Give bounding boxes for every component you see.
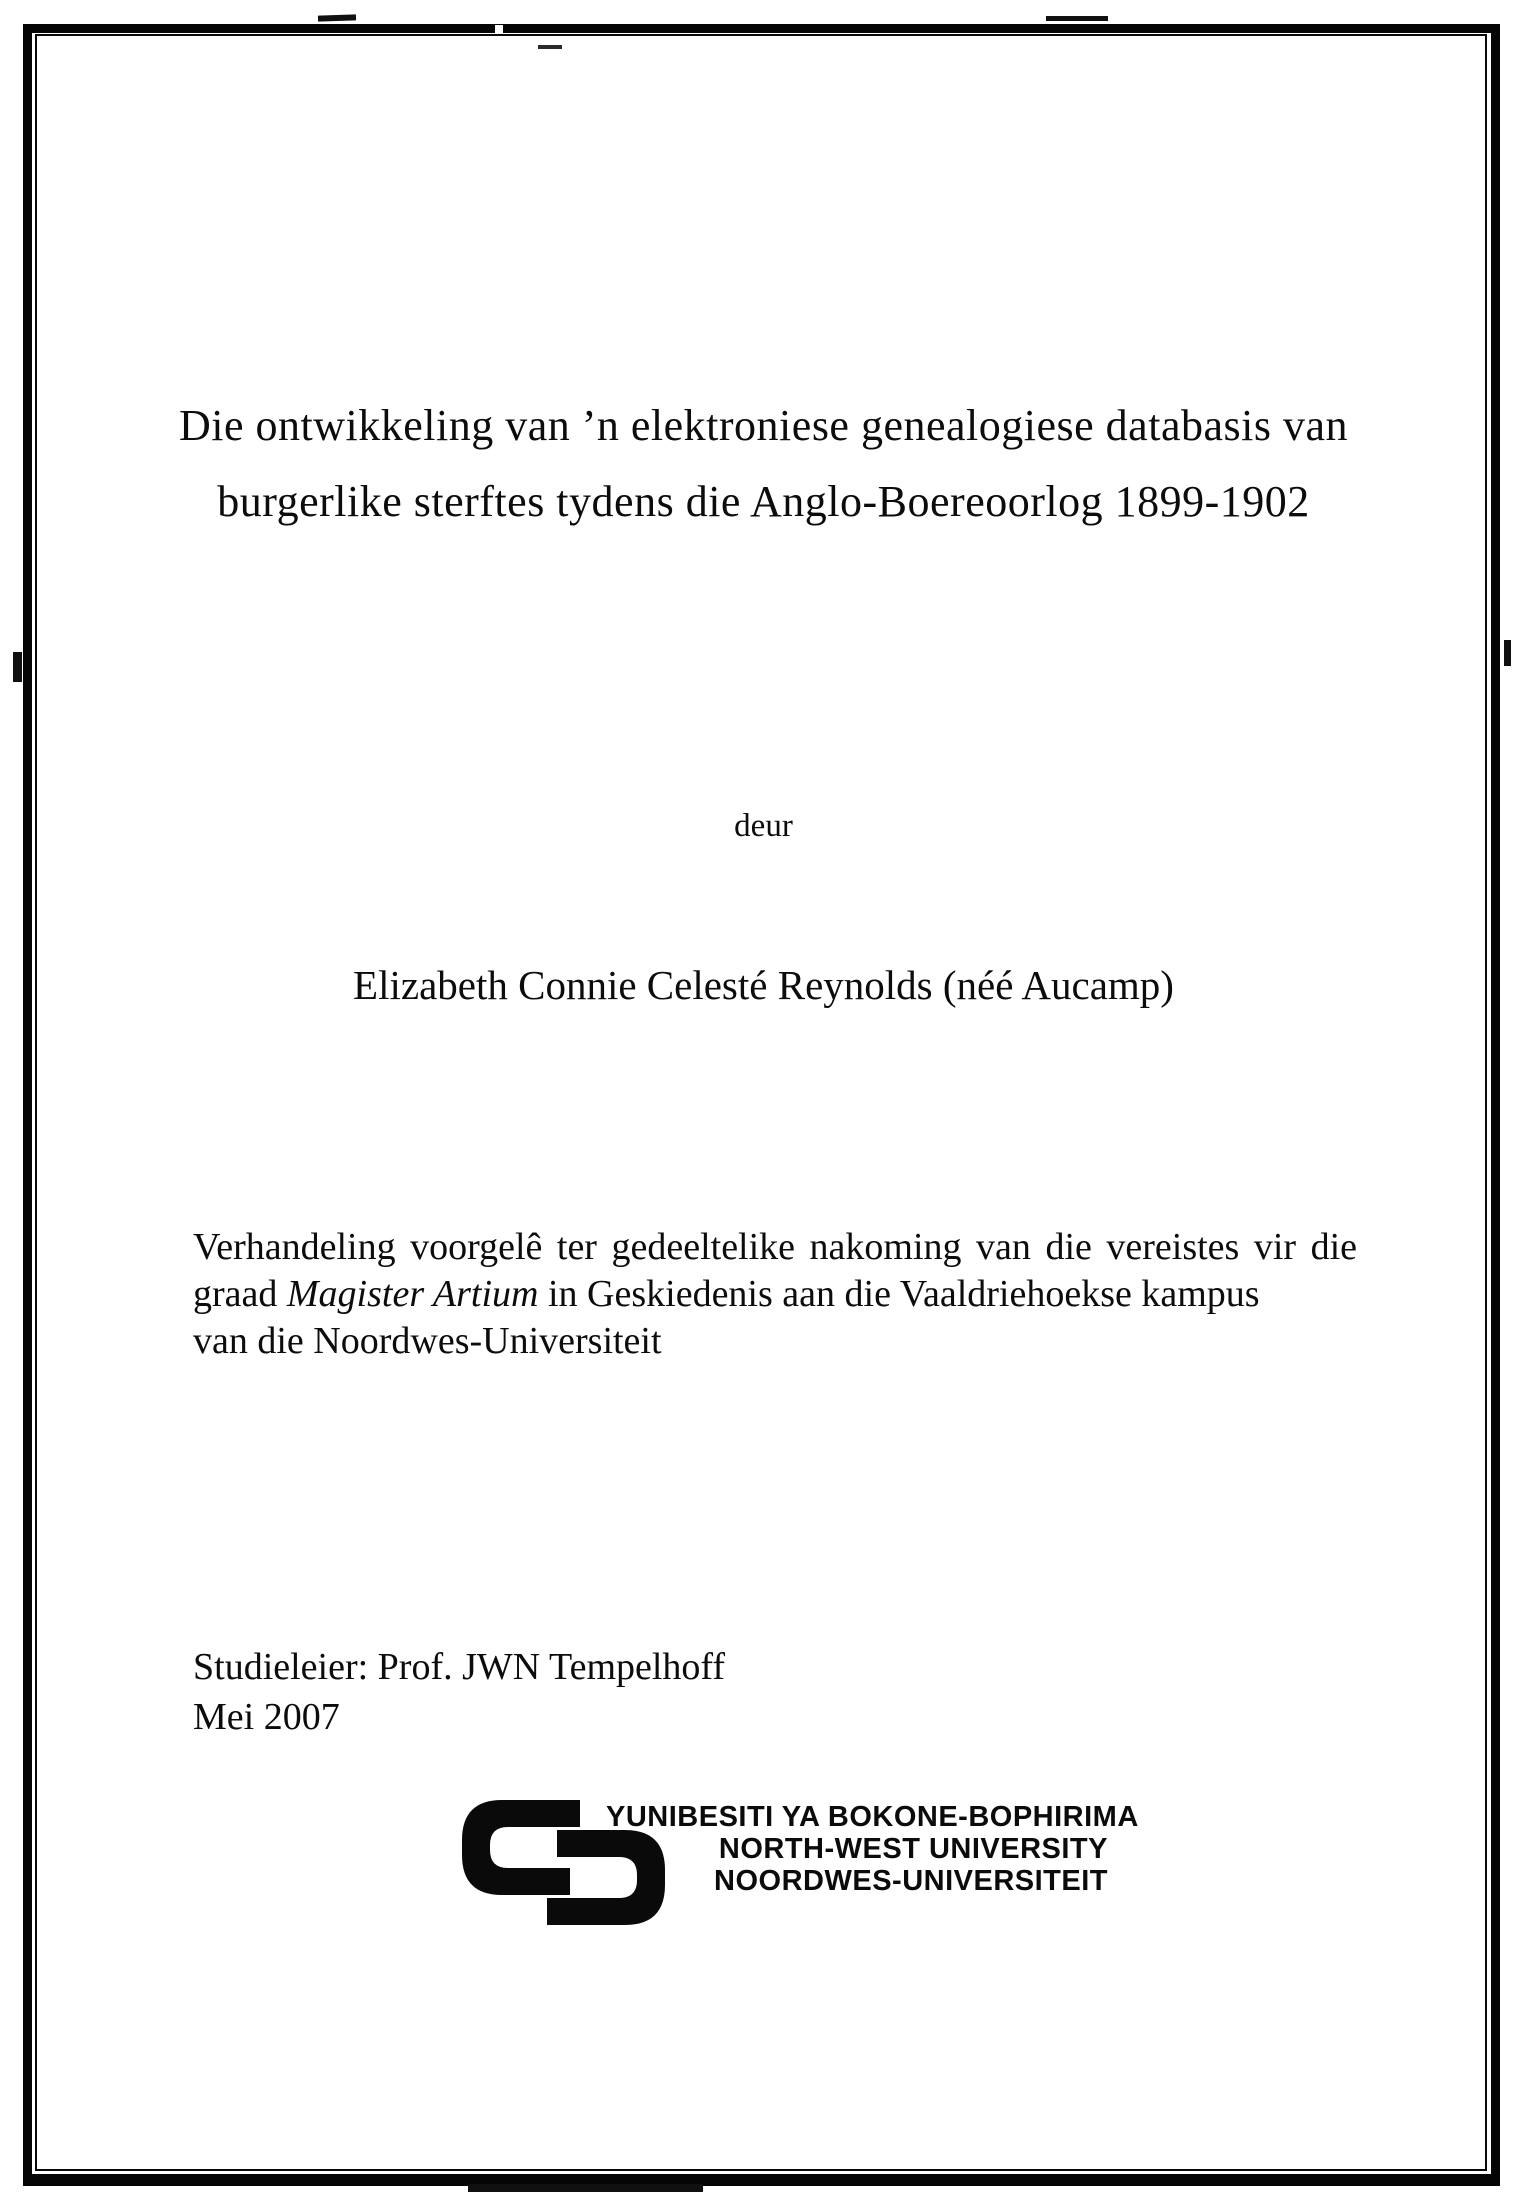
thesis-title-line2: burgerlike sterftes tydens die Anglo-Boereoorlog 1899-1902 xyxy=(217,477,1310,526)
supervisor-line: Studieleier: Prof. JWN Tempelhoff xyxy=(193,1646,726,1688)
statement-line3: van die Noordwes-Universiteit xyxy=(193,1320,662,1362)
date-line: Mei 2007 xyxy=(193,1696,340,1738)
university-name-setswana: YUNIBESITI YA BOKONE-BOPHIRIMA xyxy=(606,1801,1139,1833)
university-name-english: NORTH-WEST UNIVERSITY xyxy=(718,1833,1108,1865)
statement-line2-pre: graad xyxy=(193,1273,287,1315)
scan-artifact xyxy=(13,652,22,682)
scan-artifact xyxy=(468,2184,703,2192)
university-name-block xyxy=(606,1801,1139,1897)
statement-line2 xyxy=(193,1271,1357,1318)
statement-line1: Verhandeling voorgelê ter gedeeltelike nakoming van die vereistes vir die xyxy=(193,1226,1357,1268)
university-name-afrikaans: NOORDWES-UNIVERSITEIT xyxy=(714,1865,1108,1897)
statement-line2-post: in Geskiedenis aan die Vaaldriehoekse kampus xyxy=(538,1273,1260,1315)
scan-artifact xyxy=(495,25,503,33)
author-name: Elizabeth Connie Celesté Reynolds (néé Aucamp) xyxy=(353,962,1174,1008)
submission-statement xyxy=(193,1224,1357,1365)
byline-label: deur xyxy=(734,808,793,844)
thesis-title-line1: Die ontwikkeling van ’n elektroniese genealogiese databasis van xyxy=(178,401,1348,450)
scan-artifact xyxy=(318,14,356,21)
scan-artifact xyxy=(1504,640,1511,666)
scan-artifact xyxy=(538,45,562,49)
scan-artifact xyxy=(1046,16,1108,21)
supervisor-block xyxy=(193,1642,1293,1742)
degree-name: Magister Artium xyxy=(286,1273,539,1315)
thesis-title xyxy=(60,388,1467,540)
